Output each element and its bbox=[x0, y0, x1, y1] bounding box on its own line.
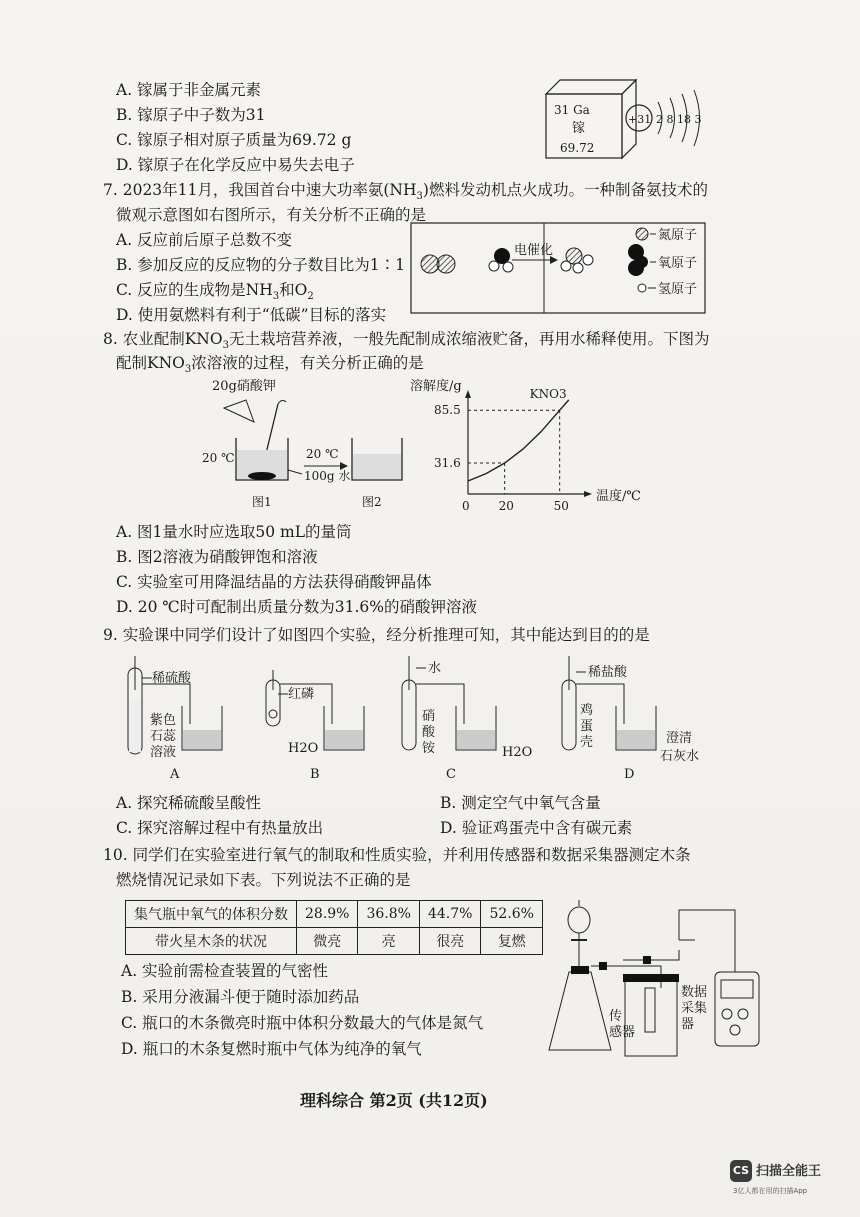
collector-label2: 采集 bbox=[681, 1001, 708, 1016]
chart-ylabel: 溶解度/g bbox=[410, 379, 462, 394]
q10-stem-line1: 10. 同学们在实验室进行氧气的制取和性质实验，并利用传感器和数据采集器测定木条 bbox=[103, 846, 691, 864]
q9-option-d: D. 验证鸡蛋壳中含有碳元素 bbox=[440, 819, 633, 837]
legend-hydrogen: 氢原子 bbox=[658, 282, 698, 297]
ga-mass: 69.72 bbox=[560, 141, 595, 155]
q8-option-d: D. 20 ℃时可配制出质量分数为31.6%的硝酸钾溶液 bbox=[116, 598, 477, 616]
camscanner-tagline: 3亿人都在用的扫描App bbox=[733, 1187, 808, 1195]
exp-a-reagent-top: 稀硫酸 bbox=[152, 671, 192, 686]
fig1-caption: 图1 bbox=[252, 495, 272, 509]
ga-nucleus: +31 bbox=[628, 113, 652, 126]
exp-c-reagent-side1: 硝 bbox=[422, 709, 436, 724]
q7-option-b: B. 参加反应的反应物的分子数目比为1∶1 bbox=[116, 256, 405, 274]
camscanner-logo-icon: CS bbox=[730, 1160, 752, 1182]
exp-d-limewater1: 澄清 bbox=[666, 731, 693, 746]
q8-stem-line1: 8. 农业配制$KNO_3$无土栽培营养液，一般先配制成浓缩液贮备，再用水稀释使用。下图为 bbox=[103, 330, 710, 352]
chart-xlabel: 温度/℃ bbox=[596, 489, 641, 504]
table-row bbox=[126, 901, 543, 928]
q7-option-d: D. 使用氨燃料有利于“低碳”目标的落实 bbox=[116, 306, 387, 324]
q7-stem-line1: 7. 2023年11月，我国首台中速大功率氨$(NH_3)$燃料发动机点火成功。一种制备氨技术的 bbox=[103, 181, 708, 203]
sensor-label2: 感器 bbox=[609, 1025, 636, 1040]
legend-oxygen: 氧原子 bbox=[658, 256, 698, 271]
table-row bbox=[126, 928, 543, 955]
y-tick-label: 31.6 bbox=[434, 456, 461, 471]
x-tick-label: 0 bbox=[462, 499, 470, 513]
experiment-c bbox=[402, 656, 532, 782]
fig2-caption: 图2 bbox=[362, 495, 382, 509]
exp-c-reagent-side2: 酸 bbox=[422, 725, 436, 740]
fig1-solute-label: 20g硝酸钾 bbox=[212, 379, 276, 394]
q7-option-c: C. 反应的生成物是$NH_3$和$O_2$ bbox=[116, 281, 314, 303]
q6-option-a: A. 镓属于非金属元素 bbox=[116, 81, 262, 99]
exp-b-label: B bbox=[310, 767, 320, 782]
ga-number-symbol: 31 Ga bbox=[554, 103, 590, 117]
x-tick-label: 20 bbox=[498, 499, 514, 513]
ga-shells: 2 8 18 3 bbox=[656, 113, 702, 126]
exp-c-reagent-top: 水 bbox=[428, 661, 442, 676]
q8-stem-line2: 配制$KNO_3$浓溶液的过程，有关分析正确的是 bbox=[116, 354, 424, 376]
experiment-b bbox=[266, 670, 364, 782]
catalyst-label: 电催化 bbox=[514, 243, 554, 258]
kno3-series-line bbox=[468, 400, 569, 481]
table-cell: 复燃 bbox=[481, 928, 542, 955]
exp-a-reagent-side3: 溶液 bbox=[150, 745, 177, 760]
oxygen-table bbox=[125, 900, 543, 955]
q9-experiments bbox=[118, 650, 708, 785]
exp-a-reagent-side2: 石蕊 bbox=[150, 729, 177, 744]
exp-c-water: H2O bbox=[502, 745, 533, 760]
q10-stem-line2: 燃烧情况记录如下表。下列说法不正确的是 bbox=[116, 871, 411, 889]
exp-d-label: D bbox=[624, 767, 635, 782]
q9-option-b: B. 测定空气中氧气含量 bbox=[440, 794, 601, 812]
camscanner-name: 扫描全能王 bbox=[756, 1164, 822, 1179]
exp-d-reagent-top: 稀盐酸 bbox=[588, 665, 628, 680]
exp-d-reagent-side2: 蛋 bbox=[580, 719, 594, 734]
table-cell: 36.8% bbox=[358, 901, 419, 928]
exp-d-limewater2: 石灰水 bbox=[660, 749, 700, 764]
kno3-series-label: KNO3 bbox=[529, 387, 567, 402]
table-cell: 微亮 bbox=[297, 928, 358, 955]
q6-option-c: C. 镓原子相对原子质量为69.72 g bbox=[116, 131, 352, 149]
collector-label3: 器 bbox=[681, 1017, 695, 1032]
experiment-a bbox=[128, 656, 222, 782]
table-cell: 很亮 bbox=[419, 928, 480, 955]
q8-option-a: A. 图1量水时应选取50 mL的量筒 bbox=[116, 523, 352, 541]
fig1-water: 100g 水 bbox=[304, 469, 351, 483]
q6-option-b: B. 镓原子中子数为31 bbox=[116, 106, 266, 124]
q9-option-a: A. 探究稀硫酸呈酸性 bbox=[116, 794, 262, 812]
q10-option-a: A. 实验前需检查装置的气密性 bbox=[121, 962, 329, 980]
table-cell: 亮 bbox=[358, 928, 419, 955]
q8-option-c: C. 实验室可用降温结晶的方法获得硝酸钾晶体 bbox=[116, 573, 432, 591]
q8-option-b: B. 图2溶液为硝酸钾饱和溶液 bbox=[116, 548, 318, 566]
gallium-element-diagram bbox=[540, 78, 710, 158]
x-tick-label: 50 bbox=[553, 499, 569, 513]
exp-d-reagent-side3: 壳 bbox=[580, 735, 594, 750]
q6-option-d: D. 镓原子在化学反应中易失去电子 bbox=[116, 156, 355, 174]
exp-c-label: C bbox=[446, 767, 456, 782]
q10-option-b: B. 采用分液漏斗便于随时添加药品 bbox=[121, 988, 360, 1006]
q9-stem: 9. 实验课中同学们设计了如图四个实验，经分析推理可知，其中能达到目的的是 bbox=[103, 626, 650, 644]
table-cell: 52.6% bbox=[481, 901, 542, 928]
table-header-cell: 带火星木条的状况 bbox=[126, 928, 297, 955]
solubility-chart bbox=[410, 378, 650, 513]
exp-d-reagent-side1: 鸡 bbox=[580, 703, 594, 718]
legend-nitrogen: 氮原子 bbox=[658, 228, 698, 243]
exp-a-label: A bbox=[170, 767, 180, 782]
experiment-d bbox=[562, 656, 699, 782]
exp-b-water: H2O bbox=[288, 741, 319, 756]
q10-option-d: D. 瓶口的木条复燃时瓶中气体为纯净的氧气 bbox=[121, 1040, 422, 1058]
q7-stem-line2: 微观示意图如右图所示，有关分析不正确的是 bbox=[116, 206, 427, 224]
page-footer: 理科综合 第2页 (共12页) bbox=[300, 1091, 488, 1110]
chart-ticks bbox=[434, 403, 569, 513]
q9-option-c: C. 探究溶解过程中有热量放出 bbox=[116, 819, 324, 837]
fig1-temp: 20 ℃ bbox=[202, 451, 235, 465]
ga-name: 镓 bbox=[572, 121, 586, 136]
exp-c-reagent-side3: 铵 bbox=[422, 741, 436, 756]
exp-a-reagent-side1: 紫色 bbox=[150, 713, 177, 728]
table-cell: 28.9% bbox=[297, 901, 358, 928]
exp-b-reagent: 红磷 bbox=[288, 687, 315, 702]
oxygen-apparatus-diagram bbox=[545, 900, 785, 1065]
table-cell: 44.7% bbox=[419, 901, 480, 928]
ammonia-reaction-diagram bbox=[410, 222, 710, 314]
collector-label1: 数据 bbox=[681, 985, 708, 1000]
table-header-cell: 集气瓶中氧气的体积分数 bbox=[126, 901, 297, 928]
q7-option-a: A. 反应前后原子总数不变 bbox=[116, 231, 293, 249]
sensor-label1: 传 bbox=[609, 1009, 623, 1024]
q10-option-c: C. 瓶口的木条微亮时瓶中体积分数最大的气体是氮气 bbox=[121, 1014, 484, 1032]
fig2-arrow-temp: 20 ℃ bbox=[306, 447, 339, 461]
y-tick-label: 85.5 bbox=[434, 403, 461, 418]
